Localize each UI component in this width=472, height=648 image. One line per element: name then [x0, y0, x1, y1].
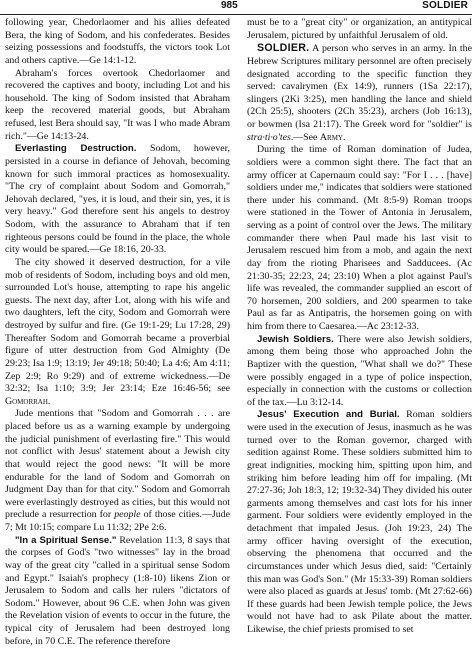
paragraph-text: .: [47, 395, 51, 407]
emphasis-people: people: [114, 509, 141, 521]
cross-reference-gomorrah: Gomorrah: [5, 395, 48, 407]
paragraph-chedorlaomer-end: following year, Chedorlaomer and his allies defeated Bera, the king of Sodom, and his confederates. Besides seizing possessions and foodstuffs, the victors took Lot and others captive.—Ge 14:1-12.: [5, 17, 230, 66]
paragraph-text: .: [342, 131, 346, 143]
paragraph-text: There were also Jewish soldiers, among them being those who approached John the Baptizer with the question, "What shall we do?" These were possibly engaged in a type of police inspection, especially in connection with the customs or collection of the tax.—Lu 3:12-14.: [247, 333, 472, 408]
subheading-jesus-execution: Jesus' Execution and Burial.: [257, 409, 400, 421]
paragraph-text: The city showed it deserved destruction, for a vile mob of residents of Sodom, including boys and old men, surrounded Lot's house, attempting to rape his angelic guests. The next day, after Lot, along with his wife and two daughters, left the city, Sodom and Gomorrah were destroyed by sulfur and fire. (Ge 19:1-29; Lu 17:28, 29) Thereafter Sodom and Gomorrah became a proverbial figure of utter destruction from God Almighty (De 29:23; Isa 1:9; 13:19; Jer 49:18; 50:40; La 4:6; Am 4:11; Zep 2:9; Ro 9:29) and of extreme wickedness.—De 32:32; Isa 1:10; 3:9; Jer 23:14; Eze 16:46-56; see: [5, 256, 230, 395]
cross-reference-army: Army: [319, 131, 343, 143]
greek-term: stra·ti·o'tes: [247, 131, 291, 143]
paragraph-city-destroyed: [5, 257, 230, 409]
paragraph-text: .—See: [290, 131, 320, 143]
paragraph-roman-domination: During the time of Roman domination of Judea, soldiers were a common sight there. The fact that an army officer at Capernaum could say: "For I . . . [have] soldiers under me," indicates that soldiers were stationed there under his command. (Mt 8:5-9) Roman troops were stationed in the Tower of Antonia in Jerusalem, serving as a point of control over the Jews. The military commander there when Paul made his last visit to Jerusalem rescued him from a mob, and again the next day from the rioting Pharisees and Sadducees. (Ac 21:30-35; 22:23, 24; 23:10) When a plot against Paul's life was revealed, the commander supplied an escort of 70 horsemen, 200 soldiers, and 200 spearmen to take Paul as far as Antipatris, the horsemen going on with him from there to Caesarea.—Ac 23:12-33.: [247, 144, 472, 332]
subheading-spiritual-sense: "In a Spiritual Sense.": [15, 534, 117, 546]
paragraph-text: of those cities.—Jude 7; Mt 10:15; compare Lu 11:32; 2Pe 2:6.: [5, 509, 230, 533]
right-column: [247, 17, 472, 635]
paragraph-text: Jude mentions that "Sodom and Gomorrah . . . are placed before us as a warning example by undergoing the judicial punishment of everlasting fire." This would not conflict with Jesus' statement about a Jewish city that would reject the good news: "It will be more endurable for the land of Sodom and Gomorrah on Judgment Day than for that city." Sodom and Gomorrah were everlastingly destroyed as cities, but this would not preclude a resurrection for: [5, 408, 230, 521]
guide-word: SOLDIER: [422, 0, 468, 11]
left-column: [5, 17, 230, 647]
page-number: 985: [221, 0, 238, 11]
paragraph-text: Revelation 11:3, 8 says that the corpses of God's "two witnesses" lay in the broad way of the great city "called in a spiritual sense Sodom and Egypt." Isaiah's prophecy (1:8-10) likens Zion or Jerusalem to Sodom and calls her rulers "dictators of Sodom." However, about 96 C.E. when John was given the Revelation vision of events to occur in the future, the typical city of Jerusalem had been destroyed long before, in 70 C.E. The reference therefore: [5, 534, 230, 647]
subheading-jewish-soldiers: Jewish Soldiers.: [257, 333, 334, 345]
paragraph-great-city: must be to a "great city" or organization, an antitypical Jerusalem, pictured by unfaithful Jerusalem of old.: [247, 17, 472, 41]
page-header: [0, 0, 472, 15]
entry-title-soldier: SOLDIER.: [257, 42, 310, 55]
paragraph-text: Roman soldiers were used in the execution of Jesus, inasmuch as he was turned over to the Roman governor, charged with sedition against Rome. These soldiers submitted him to great indignities, mocking him, spitting upon him, and striking him before leading him off for impaling. (Mt 27:27-36; Joh 18:3, 12; 19:32-34) They divided his outer garments among themselves and cast lots for his inner garment. Four soldiers were evidently employed in the detachment that impaled Jesus. (Joh 19:23, 24) The army officer having oversight of the execution, observing the phenomena that occurred and the circumstances under which Jesus died, said: "Certainly this man was God's Son." (Mr 15:33-39) Roman soldiers were also placed as guards at Jesus' tomb. (Mt 27:62-66) If these guards had been Jewish temple police, the Jews would not have had to ask Pilate about the matter. Likewise, the chief priests promised to set: [247, 409, 472, 635]
paragraph-text: A person who serves in an army. In the Hebrew Scriptures military personnel are often precisely designated according to the specific function they served: cavalrymen (Ex 14:9), runners (1Sa 22:17), slingers (2Ki 3:25), men handling the lance and shield (2Ch 25:5), shooters (2Ch 35:23), archers (Job 16:13), or bowmen (Isa 21:17). The Greek word for "soldier" is: [247, 43, 472, 130]
paragraph-spiritual-sense: [5, 535, 230, 648]
entry-soldier: [247, 42, 472, 144]
paragraph-jesus-execution: [247, 409, 472, 636]
paragraph-jude-mentions: [5, 408, 230, 534]
paragraph-everlasting-destruction: [5, 143, 230, 257]
subheading-everlasting-destruction: Everlasting Destruction.: [15, 143, 137, 155]
paragraph-abraham-rescue: Abraham's forces overtook Chedorlaomer and recovered the captives and booty, including Lot and his household. The king of Sodom insisted that Abraham keep the recovered material goods, but Abraham refused, lest Bera should say, "It was I who made Abram rich."—Ge 14:13-24.: [5, 67, 230, 142]
paragraph-jewish-soldiers: [247, 334, 472, 410]
paragraph-text: Sodom, however, persisted in a course in defiance of Jehovah, becoming known for such immoral practices as homosexuality. "The cry of complaint about Sodom and Gomorrah," Jehovah declared, "yes, it is loud, and their sin, yes, it is very heavy." God therefore sent his angels to destroy Sodom, with the assurance to Abraham that if ten righteous persons could be found in the place, the whole city would be spared.—Ge 18:16, 20-33.: [5, 143, 230, 256]
